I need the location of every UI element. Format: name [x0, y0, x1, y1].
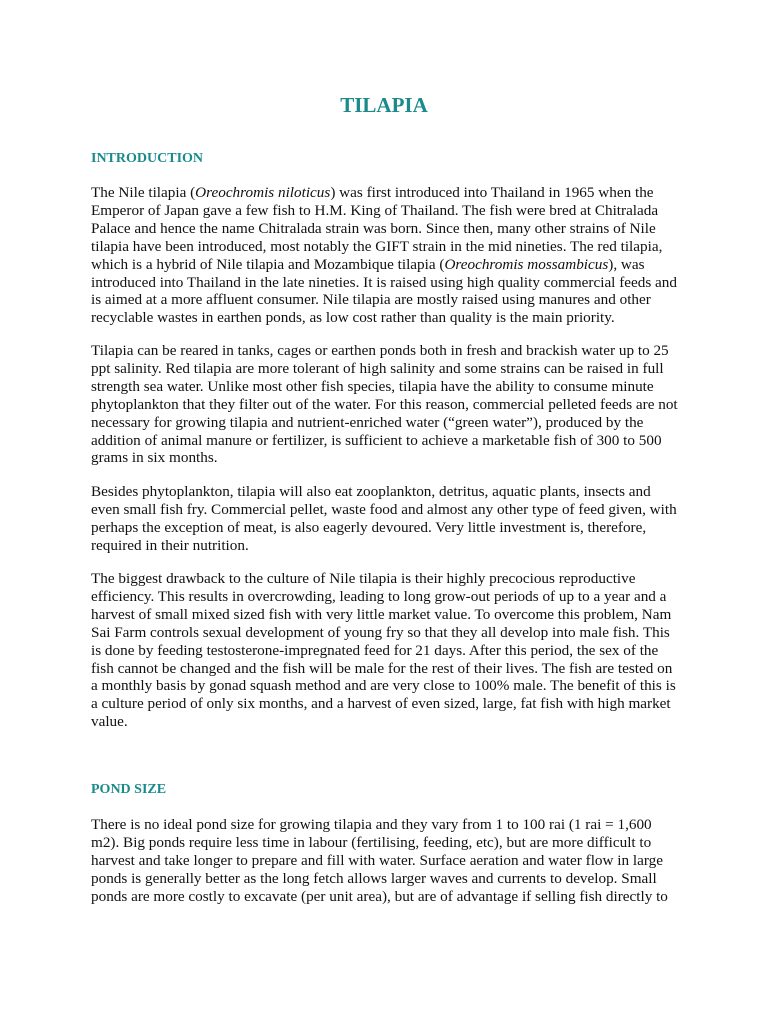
text-line: [91, 695, 691, 713]
text-segment: phytoplankton that they filter out of the water. For this reason, commercial pelleted feeds are not: [91, 395, 678, 413]
text-segment: Tilapia can be reared in tanks, cages or earthen ponds both in fresh and brackish water up to 25: [91, 342, 669, 359]
text-segment: m2). Big ponds require less time in labour (fertilising, feeding, etc), but are more difficult to: [91, 833, 652, 851]
text-segment: perhaps the exception of meat, is also eagerly devoured. Very little investment is, therefore,: [91, 518, 647, 536]
text-segment: is done by feeding testosterone-impregnated feed for 21 days. After this period, the sex of the: [91, 641, 659, 659]
text-segment: which is a hybrid of Nile tilapia and Mozambique tilapia (: [91, 255, 445, 273]
text-segment: ) was first introduced into Thailand in 1965 when the: [330, 184, 654, 201]
section-heading-pond-size: POND SIZE: [91, 782, 167, 797]
text-segment: Emperor of Japan gave a few fish to H.M. King of Thailand. The fish were bred at Chitralada: [91, 201, 659, 219]
text-line: [91, 888, 691, 906]
text-segment: There is no ideal pond size for growing tilapia and they vary from 1 to 100 rai (1 rai = 1,600: [91, 816, 652, 833]
paragraph-intro-1: [91, 184, 691, 327]
text-segment: strength sea water. Unlike most other fish species, tilapia have the ability to consume minute: [91, 377, 654, 395]
text-segment: Sai Farm controls sexual development of young fry so that they all develop into male fish. This: [91, 623, 670, 641]
text-segment: The Nile tilapia (: [91, 184, 196, 201]
text-line: [91, 309, 691, 327]
text-segment: recyclable wastes in earthen ponds, as low cost rather than quality is the main priority.: [91, 309, 615, 327]
text-line: [91, 220, 691, 238]
text-line: [91, 449, 691, 467]
text-line: [91, 677, 691, 695]
text-line: [91, 660, 691, 678]
document-title: TILAPIA: [340, 93, 428, 117]
text-segment: ponds are more costly to excavate (per unit area), but are of advantage if selling fish directly to: [91, 887, 668, 905]
text-line: [91, 342, 691, 360]
text-line: [91, 274, 691, 292]
text-line: [91, 834, 691, 852]
text-line: [91, 184, 691, 202]
text-line: [91, 202, 691, 220]
species-name: Oreochromis niloticus: [195, 184, 331, 201]
text-segment: ), was: [608, 255, 645, 273]
text-segment: value.: [91, 713, 128, 731]
text-segment: introduced into Thailand in the late nineties. It is raised using high quality commercial feeds and: [91, 273, 677, 291]
text-line: [91, 501, 691, 519]
text-line: [91, 624, 691, 642]
text-segment: tilapia have been introduced, most notably the GIFT strain in the mid nineties. The red tilapia,: [91, 237, 663, 255]
text-line: [91, 519, 691, 537]
text-segment: Palace and hence the name Chitralada strain was born. Since then, many other strains of Nile: [91, 219, 656, 237]
text-segment: ponds is generally better as the long fetch allows larger waves and currents to develop. Small: [91, 869, 657, 887]
text-line: [91, 870, 691, 888]
paragraph-intro-3: [91, 483, 691, 555]
text-segment: addition of animal manure or fertilizer, is sufficient to achieve a marketable fish of 300 to 500: [91, 431, 662, 449]
text-line: [91, 414, 691, 432]
text-line: [91, 378, 691, 396]
text-line: [91, 432, 691, 450]
text-line: [91, 588, 691, 606]
text-segment: grams in six months.: [91, 449, 218, 467]
text-line: [91, 570, 691, 588]
text-line: [91, 483, 691, 501]
text-segment: a culture period of only six months, and a harvest of even sized, large, fat fish with high market: [91, 695, 671, 713]
text-line: [91, 606, 691, 624]
text-segment: harvest and take longer to prepare and fill with water. Surface aeration and water flow in large: [91, 851, 663, 869]
text-line: [91, 713, 691, 731]
text-line: [91, 396, 691, 414]
paragraph-pond-size-1: [91, 816, 691, 906]
text-segment: fish cannot be changed and the fish will be male for the rest of their lives. The fish are tested on: [91, 659, 673, 677]
text-line: [91, 642, 691, 660]
text-segment: a monthly basis by gonad squash method and are very close to 100% male. The benefit of this is: [91, 677, 676, 695]
text-segment: efficiency. This results in overcrowding, leading to long grow-out periods of up to a year and a: [91, 587, 667, 605]
text-segment: necessary for growing tilapia and nutrient-enriched water (“green water”), produced by the: [91, 413, 644, 431]
text-line: [91, 360, 691, 378]
text-segment: even small fish fry. Commercial pellet, waste food and almost any other type of feed given, with: [91, 500, 677, 518]
paragraph-intro-4: [91, 570, 691, 731]
text-line: [91, 256, 691, 274]
text-segment: The biggest drawback to the culture of Nile tilapia is their highly precocious reproductive: [91, 570, 636, 587]
text-line: [91, 852, 691, 870]
text-segment: ppt salinity. Red tilapia are more tolerant of high salinity and some strains can be raised in full: [91, 359, 664, 377]
text-line: [91, 238, 691, 256]
text-segment: Besides phytoplankton, tilapia will also eat zooplankton, detritus, aquatic plants, insects and: [91, 483, 651, 500]
section-heading-introduction: INTRODUCTION: [91, 151, 204, 166]
paragraph-intro-2: [91, 342, 691, 467]
text-line: [91, 816, 691, 834]
text-line: [91, 291, 691, 309]
text-line: [91, 537, 691, 555]
text-segment: required in their nutrition.: [91, 536, 249, 554]
text-segment: harvest of small mixed sized fish with very little market value. To overcome this problem, Nam: [91, 605, 672, 623]
text-segment: is aimed at a more affluent consumer. Nile tilapia are mostly raised using manures and other: [91, 291, 651, 309]
species-name: Oreochromis mossambicus: [444, 255, 609, 273]
